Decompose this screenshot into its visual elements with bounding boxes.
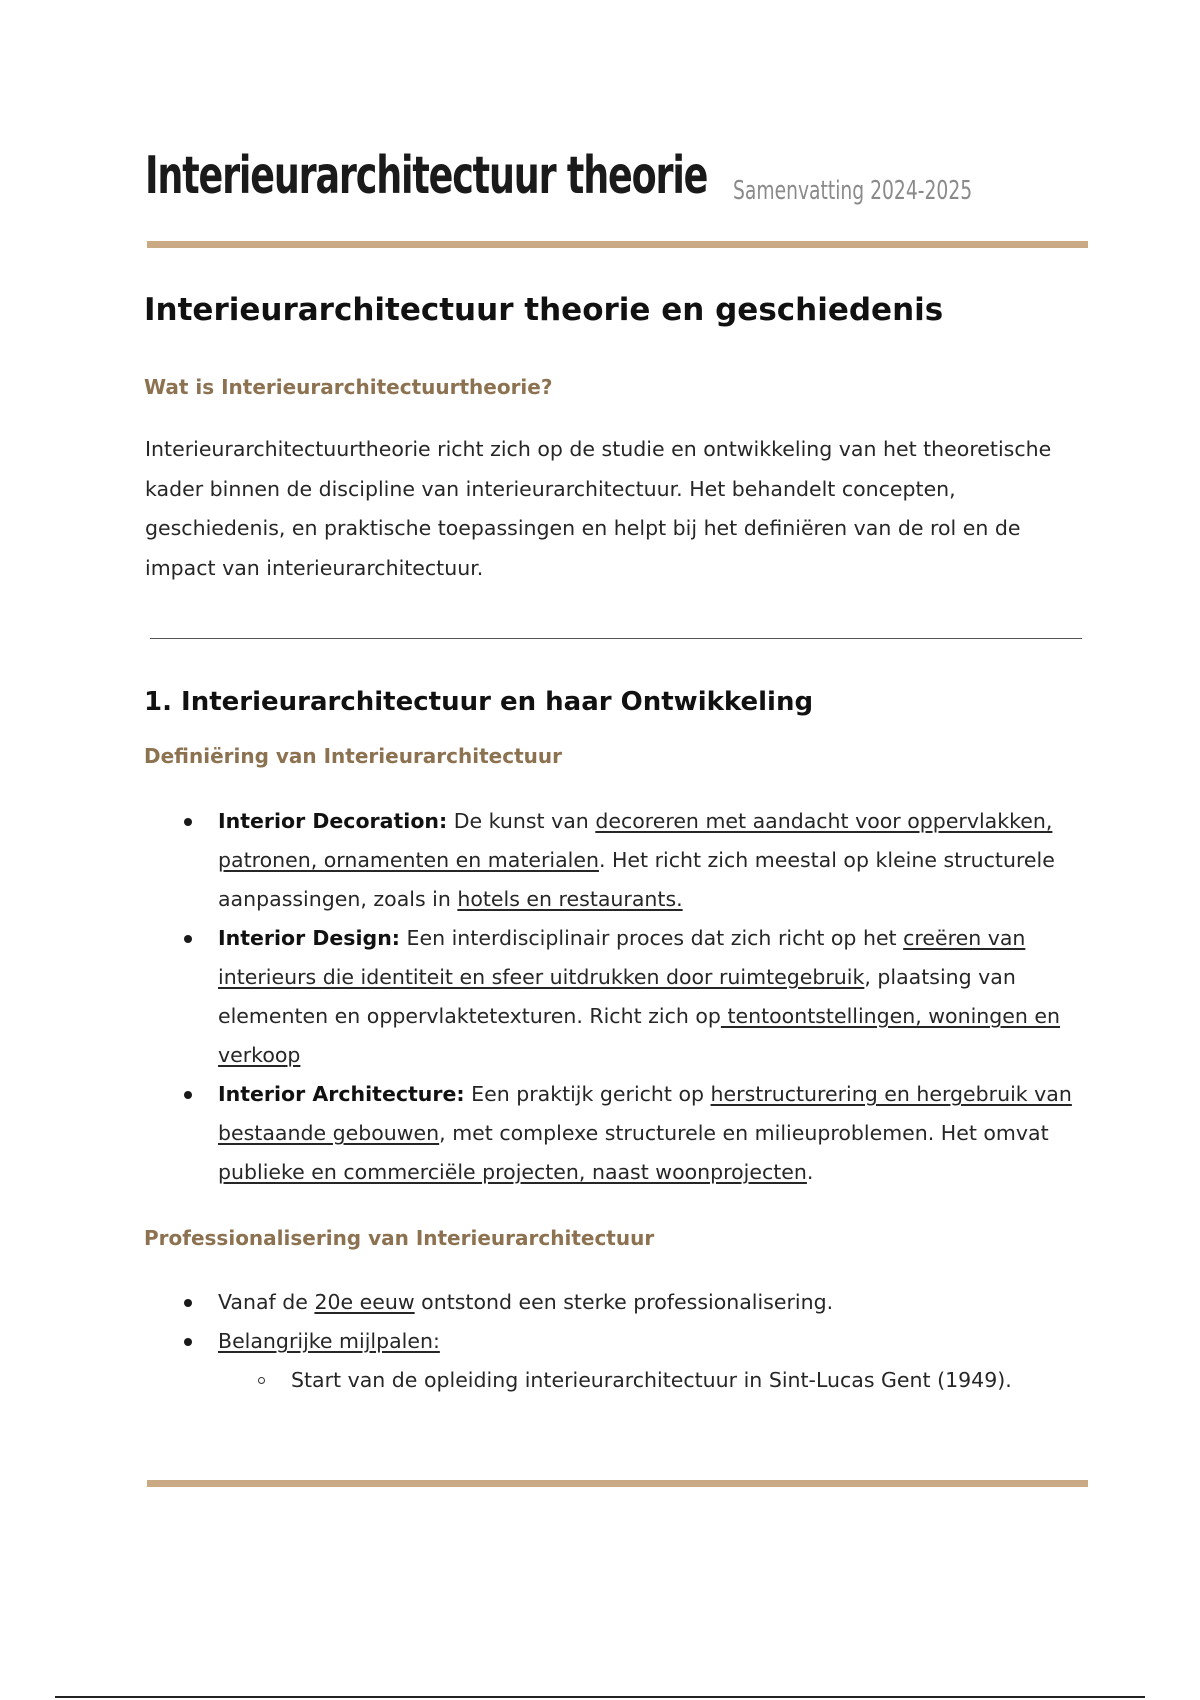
- underlined-text: tentoontstellingen, woningen en verkoop: [218, 1004, 1061, 1067]
- document-subtitle: Samenvatting 2024-2025: [733, 176, 973, 206]
- underlined-text: decoreren met aandacht voor oppervlakken, patronen, ornamenten en materialen: [218, 809, 1053, 872]
- list-item: [145, 1283, 1075, 1322]
- underlined-text: herstructurering en hergebruik van bestaande gebouwen: [218, 1082, 1072, 1145]
- section-divider: [150, 638, 1082, 639]
- section-heading: 1. Interieurarchitectuur en haar Ontwikkeling: [144, 687, 814, 717]
- professionalisering-heading: Professionalisering van Interieurarchitectuur: [144, 1226, 655, 1250]
- sub-list-item: Start van de opleiding interieurarchitectuur in Sint-Lucas Gent (1949).: [218, 1361, 1075, 1400]
- document-title: Interieurarchitectuur theorie: [145, 146, 708, 206]
- sub-list: [218, 1361, 1075, 1400]
- item-text: ontstond een sterke professionalisering.: [414, 1290, 834, 1314]
- underlined-text: Belangrijke mijlpalen:: [218, 1329, 440, 1353]
- item-text: Een praktijk gericht op: [464, 1082, 711, 1106]
- document-header: [145, 146, 973, 206]
- underlined-text: 20e eeuw: [314, 1290, 415, 1314]
- list-item: [145, 919, 1075, 1075]
- main-heading: Interieurarchitectuur theorie en geschiedenis: [144, 292, 944, 328]
- footer-divider: [147, 1480, 1088, 1487]
- underlined-text: creëren van interieurs die identiteit en sfeer uitdrukken door ruimtegebruik: [218, 926, 1026, 989]
- term-label: Interior Architecture:: [218, 1082, 465, 1106]
- list-item: [145, 1075, 1075, 1192]
- professionalisering-list: [145, 1283, 1075, 1400]
- item-text: De kunst van: [447, 809, 596, 833]
- underlined-text: publieke en commerciële projecten, naast woonprojecten: [218, 1160, 807, 1184]
- item-text: Vanaf de: [218, 1290, 315, 1314]
- item-text: Een interdisciplinair proces dat zich richt op het: [400, 926, 904, 950]
- item-text: , plaatsing van elementen en oppervlaktetexturen. Richt zich op: [218, 965, 1016, 1028]
- page-bottom-edge: [55, 1696, 1145, 1698]
- term-label: Interior Design:: [218, 926, 401, 950]
- underlined-text: hotels en restaurants.: [457, 887, 683, 911]
- intro-paragraph: Interieurarchitectuurtheorie richt zich op de studie en ontwikkeling van het theoretische kader binnen de discipline van interieurarchitectuur. Het behandelt concepten, geschiedenis, en praktische toepassingen en helpt bij het definiëren van de rol en de impact van interieurarchitectuur.: [145, 437, 1052, 580]
- item-text: .: [806, 1160, 814, 1184]
- definition-list: [145, 802, 1075, 1192]
- list-item: [145, 802, 1075, 919]
- intro-heading: Wat is Interieurarchitectuurtheorie?: [144, 375, 553, 399]
- list-item: [145, 1322, 1075, 1400]
- item-text: , met complexe structurele en milieuproblemen. Het omvat: [439, 1121, 1049, 1145]
- item-text: . Het richt zich meestal op kleine structurele aanpassingen, zoals in: [218, 848, 1055, 911]
- definition-heading: Definiëring van Interieurarchitectuur: [144, 744, 562, 768]
- term-label: Interior Decoration:: [218, 809, 448, 833]
- header-divider: [147, 241, 1088, 248]
